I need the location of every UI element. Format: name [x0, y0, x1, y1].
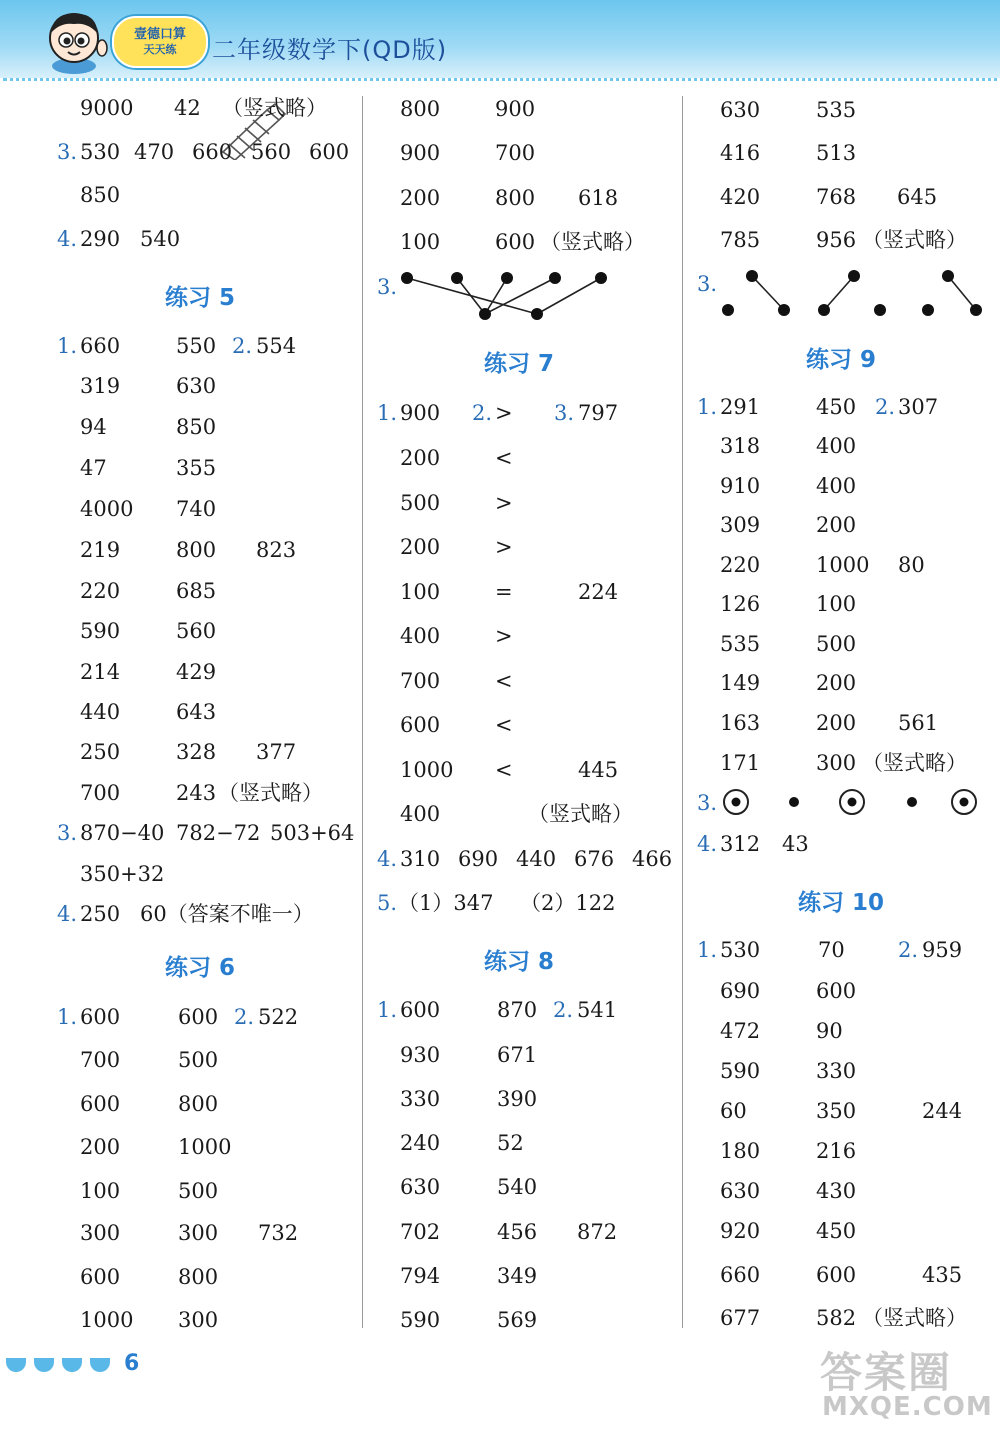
question-number: 3. — [57, 821, 78, 845]
answer-value: 9000 — [80, 96, 134, 120]
answer-value: 569 — [497, 1308, 538, 1332]
watermark-line2: MXQE.COM — [822, 1392, 993, 1422]
answer-value: 500 — [816, 632, 857, 656]
watermark-line1: 答案圈 — [820, 1348, 953, 1397]
answer-value: 416 — [720, 141, 761, 165]
series-logo — [112, 16, 208, 68]
answer-value: > — [495, 491, 513, 515]
answer-value: 200 — [816, 671, 857, 695]
answer-note: （竖式略） — [862, 228, 967, 252]
question-number: 3. — [697, 791, 718, 815]
matching-dots-diagram — [718, 266, 988, 318]
circled-dots-diagram — [718, 786, 988, 820]
answer-value: 224 — [578, 580, 619, 604]
answer-value: 310 — [400, 847, 441, 871]
answer-value: 216 — [816, 1139, 857, 1163]
answer-value: 643 — [176, 700, 217, 724]
answer-value: 540 — [497, 1175, 538, 1199]
answer-value: 100 — [816, 592, 857, 616]
answer-value: 171 — [720, 751, 761, 775]
answer-value: 500 — [178, 1048, 219, 1072]
answer-value: 800 — [400, 97, 441, 121]
answer-value: 600 — [495, 230, 536, 254]
footer-dot — [34, 1358, 54, 1372]
answer-value: 600 — [80, 1265, 121, 1289]
answer-value: 466 — [632, 847, 673, 871]
question-number: 4. — [377, 847, 398, 871]
answer-value: 472 — [720, 1019, 761, 1043]
answer-value: 220 — [720, 553, 761, 577]
answer-value: 690 — [458, 847, 499, 871]
question-number: 5. — [377, 891, 398, 915]
answer-value: 685 — [176, 579, 217, 603]
answer-value: > — [495, 401, 513, 425]
answer-value: 590 — [400, 1308, 441, 1332]
question-number: 1. — [377, 998, 398, 1022]
column-divider-1 — [362, 96, 363, 1328]
answer-value: < — [495, 713, 513, 737]
answer-value: 200 — [400, 446, 441, 470]
answer-value: 435 — [922, 1263, 963, 1287]
answer-value: 450 — [816, 395, 857, 419]
answer-value: 300 — [80, 1221, 121, 1245]
answer-value: 541 — [577, 998, 618, 1022]
answer-value: 600 — [178, 1005, 219, 1029]
answer-value: 600 — [309, 140, 350, 164]
question-number: 1. — [57, 334, 78, 358]
answer-value: 732 — [258, 1221, 299, 1245]
column-divider-2 — [682, 96, 683, 1328]
answer-value: 429 — [176, 660, 217, 684]
answer-value: < — [495, 758, 513, 782]
logo-line2: 天天练 — [143, 43, 177, 56]
answer-value: 560 — [176, 619, 217, 643]
answer-value: 300 — [178, 1308, 219, 1332]
answer-value: 126 — [720, 592, 761, 616]
answer-value: 1000 — [816, 553, 870, 577]
answer-value: 645 — [897, 185, 938, 209]
answer-value: 300 — [178, 1221, 219, 1245]
answer-value: 318 — [720, 434, 761, 458]
section-title-6: 练习 6 — [165, 955, 236, 981]
answer-value: 1000 — [80, 1308, 134, 1332]
answer-value: 740 — [176, 497, 217, 521]
answer-value: 200 — [816, 513, 857, 537]
answer-note: （竖式略） — [222, 96, 327, 120]
answer-value: 590 — [80, 619, 121, 643]
answer-value: 794 — [400, 1264, 441, 1288]
answer-value: 90 — [816, 1019, 843, 1043]
answer-note: （竖式略） — [862, 751, 967, 775]
answer-note: （竖式略） — [218, 781, 323, 805]
question-number: 2. — [898, 938, 919, 962]
question-number: 1. — [377, 401, 398, 425]
logo-line1: 壹德口算 — [133, 27, 186, 42]
answer-value: 43 — [782, 832, 809, 856]
answer-value: 530 — [80, 140, 121, 164]
answer-value: 47 — [80, 456, 107, 480]
answer-value: 870−40 — [80, 821, 165, 845]
section-title-5: 练习 5 — [165, 285, 236, 311]
answer-value: 309 — [720, 513, 761, 537]
answer-value: 600 — [80, 1092, 121, 1116]
footer-dot — [62, 1358, 82, 1372]
answer-value: 456 — [497, 1220, 538, 1244]
answer-value: 60 — [720, 1099, 747, 1123]
footer-dot — [6, 1358, 26, 1372]
answer-value: 800 — [495, 186, 536, 210]
answer-value: 660 — [80, 334, 121, 358]
answer-value: 220 — [80, 579, 121, 603]
question-number: 1. — [57, 1005, 78, 1029]
question-number: 4. — [57, 902, 78, 926]
answer-value: 676 — [574, 847, 615, 871]
answer-value: 535 — [720, 632, 761, 656]
answer-note: （竖式略） — [862, 1306, 967, 1330]
watermark — [820, 1340, 993, 1424]
answer-value: 350+32 — [80, 862, 165, 886]
answer-value: 540 — [140, 227, 181, 251]
answer-value: （1）347 — [398, 891, 494, 915]
mascot-icon — [40, 8, 112, 74]
answer-value: 554 — [256, 334, 297, 358]
answer-value: 900 — [495, 97, 536, 121]
answer-value: 445 — [578, 758, 619, 782]
answer-value: 440 — [516, 847, 557, 871]
answer-value: 290 — [80, 227, 121, 251]
answer-value: 582 — [816, 1306, 857, 1330]
answer-note: 60（答案不唯一） — [140, 902, 314, 926]
answer-value: 900 — [400, 401, 441, 425]
answer-value: 349 — [497, 1264, 538, 1288]
answer-value: 500 — [400, 491, 441, 515]
question-number: 2. — [472, 401, 493, 425]
answer-value: 600 — [80, 1005, 121, 1029]
answer-value: 630 — [720, 1179, 761, 1203]
answer-value: 785 — [720, 228, 761, 252]
answer-value: 240 — [400, 1131, 441, 1155]
answer-value: 470 — [134, 140, 175, 164]
answer-value: 600 — [400, 998, 441, 1022]
answer-value: 630 — [400, 1175, 441, 1199]
section-title-8: 练习 8 — [484, 949, 555, 975]
answer-value: 550 — [176, 334, 217, 358]
answer-value: 530 — [720, 938, 761, 962]
answer-note: （竖式略） — [540, 230, 645, 254]
answer-value: 560 — [251, 140, 292, 164]
section-title-10: 练习 10 — [798, 890, 885, 916]
answer-value: （2）122 — [520, 891, 616, 915]
answer-value: 660 — [192, 140, 233, 164]
answer-value: > — [495, 624, 513, 648]
answer-value: 768 — [816, 185, 857, 209]
answer-value: 910 — [720, 474, 761, 498]
answer-value: 850 — [176, 415, 217, 439]
answer-value: 180 — [720, 1139, 761, 1163]
answer-value: 959 — [922, 938, 963, 962]
answer-value: 100 — [400, 230, 441, 254]
answer-value: 850 — [80, 183, 121, 207]
answer-value: 870 — [497, 998, 538, 1022]
section-title-7: 练习 7 — [484, 351, 555, 377]
answer-value: 700 — [400, 669, 441, 693]
answer-value: 823 — [256, 538, 297, 562]
answer-value: 330 — [816, 1059, 857, 1083]
answer-value: 390 — [497, 1087, 538, 1111]
answer-value: 930 — [400, 1043, 441, 1067]
answer-value: 600 — [400, 713, 441, 737]
answer-value: 503+64 — [270, 821, 355, 845]
answer-value: 291 — [720, 395, 761, 419]
question-number: 3. — [554, 401, 575, 425]
answer-value: 4000 — [80, 497, 134, 521]
question-number: 4. — [697, 832, 718, 856]
answer-value: 600 — [816, 1263, 857, 1287]
answer-value: 400 — [816, 434, 857, 458]
footer-decoration — [6, 1358, 110, 1372]
answer-value: 250 — [80, 902, 121, 926]
question-number: 2. — [234, 1005, 255, 1029]
page-header — [0, 0, 1000, 81]
answer-value: 920 — [720, 1219, 761, 1243]
answer-value: 1000 — [178, 1135, 232, 1159]
answer-value: 70 — [818, 938, 845, 962]
answer-value: 400 — [816, 474, 857, 498]
question-number: 3. — [377, 275, 398, 299]
answer-value: 700 — [495, 141, 536, 165]
answer-value: 797 — [578, 401, 619, 425]
section-title-9: 练习 9 — [806, 347, 877, 373]
answer-value: 618 — [578, 186, 619, 210]
answer-value: 94 — [80, 415, 107, 439]
footer-dot — [90, 1358, 110, 1372]
answer-value: 307 — [898, 395, 939, 419]
answer-value: 590 — [720, 1059, 761, 1083]
answer-value: 800 — [178, 1265, 219, 1289]
answer-value: 660 — [720, 1263, 761, 1287]
question-number: 1. — [697, 395, 718, 419]
question-number: 2. — [553, 998, 574, 1022]
answer-value: 52 — [497, 1131, 524, 1155]
matching-lines-diagram — [395, 268, 615, 324]
answer-value: 700 — [80, 1048, 121, 1072]
answer-value: 300 — [816, 751, 857, 775]
answer-value: 800 — [178, 1092, 219, 1116]
answer-value: 702 — [400, 1220, 441, 1244]
page-number: 6 — [124, 1351, 140, 1376]
answer-value: 200 — [400, 186, 441, 210]
answer-value: = — [495, 580, 513, 604]
answer-value: < — [495, 446, 513, 470]
answer-note: （竖式略） — [528, 802, 633, 826]
answer-value: 200 — [400, 535, 441, 559]
answer-value: 244 — [922, 1099, 963, 1123]
answer-value: 440 — [80, 700, 121, 724]
book-title: 二年级数学下(QD版) — [212, 36, 448, 64]
answer-value: 328 — [176, 740, 217, 764]
answer-value: 630 — [176, 374, 217, 398]
question-number: 3. — [57, 140, 78, 164]
answer-value: 1000 — [400, 758, 454, 782]
answer-value: 561 — [898, 711, 939, 735]
answer-value: 671 — [497, 1043, 538, 1067]
question-number: 3. — [697, 272, 718, 296]
answer-value: 522 — [258, 1005, 299, 1029]
answer-value: 350 — [816, 1099, 857, 1123]
answer-value: 80 — [898, 553, 925, 577]
answer-value: 200 — [816, 711, 857, 735]
answer-value: 535 — [816, 98, 857, 122]
answer-value: 243 — [176, 781, 217, 805]
answer-value: 219 — [80, 538, 121, 562]
answer-value: 690 — [720, 979, 761, 1003]
answer-value: 677 — [720, 1306, 761, 1330]
question-number: 2. — [232, 334, 253, 358]
answer-value: 312 — [720, 832, 761, 856]
answer-value: 330 — [400, 1087, 441, 1111]
answer-value: 500 — [178, 1179, 219, 1203]
question-number: 2. — [875, 395, 896, 419]
answer-value: < — [495, 669, 513, 693]
answer-value: 319 — [80, 374, 121, 398]
answer-value: 430 — [816, 1179, 857, 1203]
answer-value: 450 — [816, 1219, 857, 1243]
answer-value: 513 — [816, 141, 857, 165]
answer-value: 630 — [720, 98, 761, 122]
answer-value: 355 — [176, 456, 217, 480]
answer-value: 149 — [720, 671, 761, 695]
answer-value: 600 — [816, 979, 857, 1003]
question-number: 1. — [697, 938, 718, 962]
answer-value: 420 — [720, 185, 761, 209]
answer-value: 100 — [80, 1179, 121, 1203]
answer-value: 900 — [400, 141, 441, 165]
answer-value: 956 — [816, 228, 857, 252]
question-number: 4. — [57, 227, 78, 251]
answer-value: 214 — [80, 660, 121, 684]
answer-value: 42 — [174, 96, 201, 120]
answer-value: 872 — [577, 1220, 618, 1244]
answer-value: 700 — [80, 781, 121, 805]
answer-value: 100 — [400, 580, 441, 604]
answer-value: 800 — [176, 538, 217, 562]
answer-value: 200 — [80, 1135, 121, 1159]
answer-value: 250 — [80, 740, 121, 764]
answer-value: 163 — [720, 711, 761, 735]
answer-value: 782−72 — [176, 821, 261, 845]
answer-value: > — [495, 535, 513, 559]
answer-value: 400 — [400, 624, 441, 648]
answer-value: 400 — [400, 802, 441, 826]
answer-value: 377 — [256, 740, 297, 764]
